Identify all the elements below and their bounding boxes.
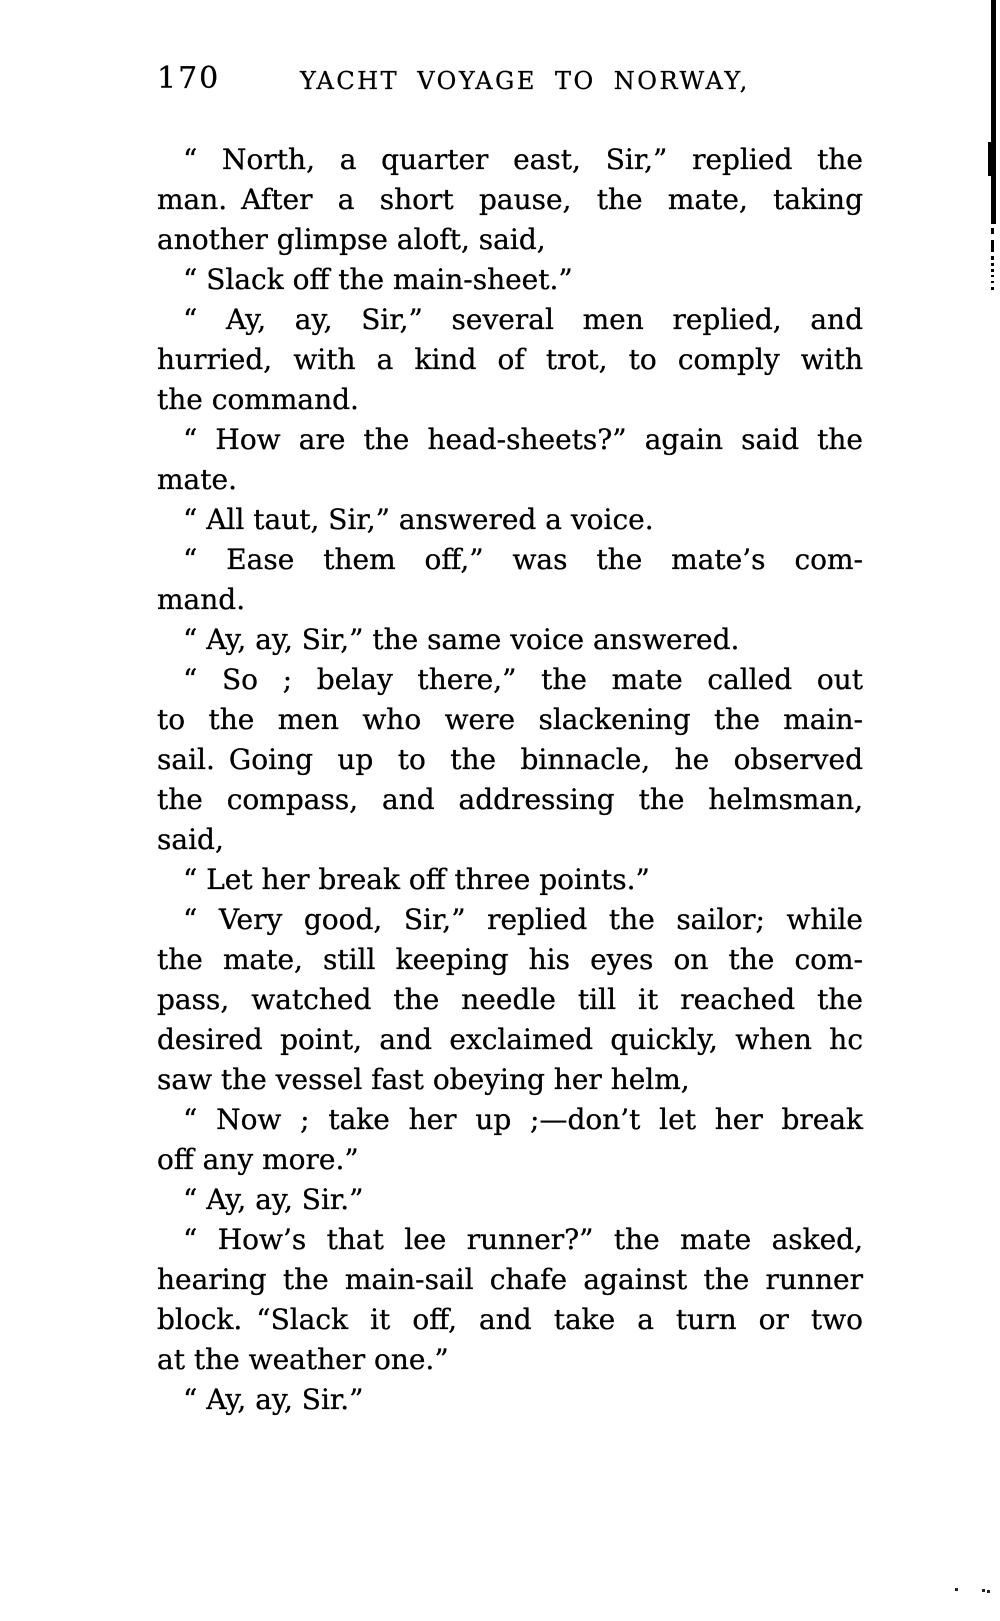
text-line: “ Now ; take her up ;—don’t let her break: [183, 1103, 863, 1136]
text-line: the compass, and addressing the helmsman,: [157, 783, 863, 816]
text-line: hurried, with a kind of trot, to comply with: [157, 343, 863, 376]
text-line: desired point, and exclaimed quickly, when hc: [157, 1023, 863, 1056]
text-line: “ So ; belay there,” the mate called out: [183, 663, 863, 696]
text-line: said,: [157, 823, 224, 856]
text-line: “ Slack off the main-sheet.”: [183, 263, 573, 296]
scan-edge-dash: [991, 287, 994, 290]
text-line: another glimpse aloft, said,: [157, 223, 546, 256]
scan-speck: [955, 1588, 958, 1591]
page-number: 170: [157, 61, 221, 96]
text-line: mate.: [157, 463, 237, 496]
text-line: the mate, still keeping his eyes on the com-: [157, 943, 863, 976]
text-line: “ Ease them off,” was the mate’s com-: [183, 543, 863, 576]
text-line: the command.: [157, 383, 359, 416]
text-line: hearing the main-sail chafe against the runner: [157, 1263, 863, 1296]
text-line: “ Very good, Sir,” replied the sailor; while: [183, 903, 863, 936]
text-line: “ How’s that lee runner?” the mate asked,: [183, 1223, 863, 1256]
scan-edge-dash: [991, 228, 994, 234]
text-line: “ North, a quarter east, Sir,” replied the: [183, 143, 863, 176]
text-line: “ Ay, ay, Sir.”: [183, 1383, 364, 1416]
scan-edge-dash: [991, 263, 994, 266]
body-text: [157, 140, 863, 1420]
text-line: off any more.”: [157, 1143, 359, 1176]
running-head: [157, 60, 863, 102]
scan-edge-dash: [991, 256, 994, 260]
running-title: YACHT VOYAGE TO NORWAY,: [300, 67, 750, 95]
scan-speck: [982, 1589, 985, 1592]
text-line: to the men who were slackening the main-: [157, 703, 863, 736]
scan-edge-dash: [991, 281, 994, 283]
scan-edge-dash: [991, 269, 994, 272]
scan-speck: [987, 1590, 990, 1593]
text-line: block. “Slack it off, and take a turn or two: [157, 1303, 863, 1336]
text-line: “ Ay, ay, Sir,” the same voice answered.: [183, 623, 740, 656]
text-line: at the weather one.”: [157, 1343, 449, 1376]
scan-edge-line: [988, 142, 991, 176]
text-line: man. After a short pause, the mate, taking: [157, 183, 863, 216]
text-line: sail. Going up to the binnacle, he observed: [157, 743, 863, 776]
text-line: saw the vessel fast obeying her helm,: [157, 1063, 690, 1096]
text-line: “ Ay, ay, Sir.”: [183, 1183, 364, 1216]
text-line: pass, watched the needle till it reached the: [157, 983, 863, 1016]
scan-edge-dash: [991, 240, 994, 252]
text-line: “ Ay, ay, Sir,” several men replied, and: [183, 303, 863, 336]
text-line: mand.: [157, 583, 246, 616]
scan-edge-line: [991, 0, 996, 224]
text-line: “ Let her break off three points.”: [183, 863, 650, 896]
text-line: “ How are the head-sheets?” again said the: [183, 423, 863, 456]
text-line: “ All taut, Sir,” answered a voice.: [183, 503, 654, 536]
scan-edge-dash: [991, 275, 994, 277]
